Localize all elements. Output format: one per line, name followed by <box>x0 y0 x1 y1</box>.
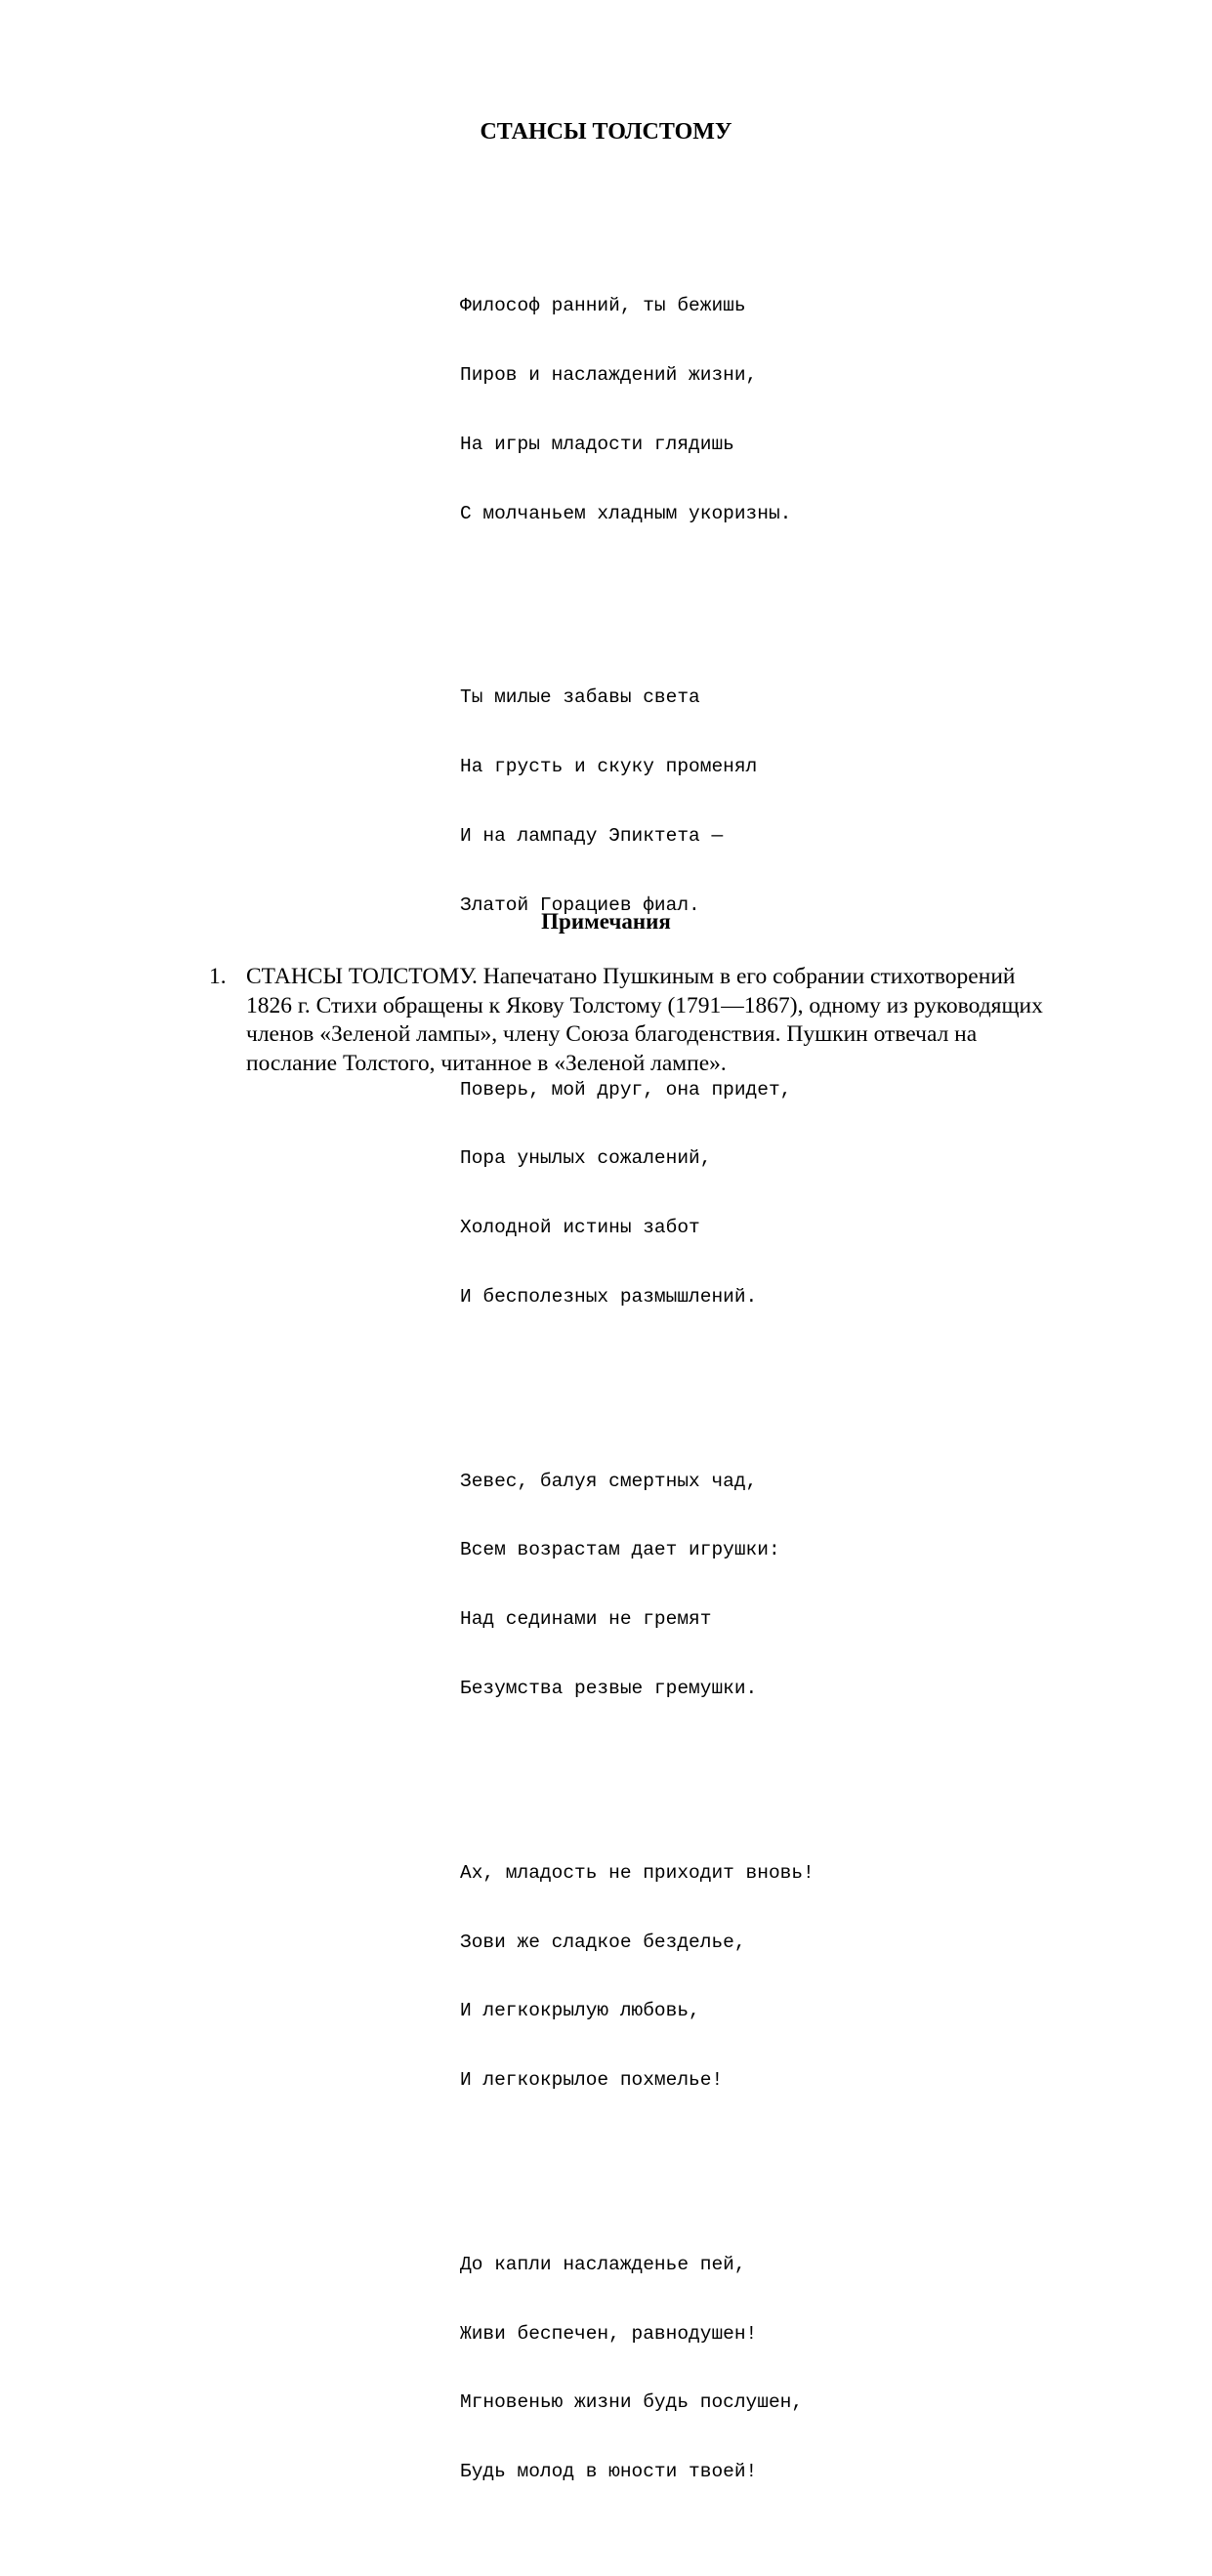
note-number: 1. <box>209 964 227 989</box>
note-item <box>209 963 1127 1078</box>
poem-line: Над сединами не гремят <box>460 1608 712 1631</box>
note-text-line: 1826 г. Стихи обращены к Якову Толстому (1791—1867), одному из руководящих <box>246 992 1043 1018</box>
page-title: СТАНСЫ ТОЛСТОМУ <box>480 119 732 145</box>
poem-line: Философ ранний, ты бежишь <box>460 295 746 317</box>
notes-heading: Примечания <box>541 909 671 934</box>
poem-stanza <box>460 2208 815 2530</box>
poem-stanza <box>460 1816 815 2139</box>
poem-line: Зевес, балуя смертных чад, <box>460 1470 758 1492</box>
poem-line: Безумства резвые гремушки. <box>460 1678 758 1699</box>
poem-line: До капли наслажденье пей, <box>460 2253 746 2275</box>
poem-line: Мгновенью жизни будь послушен, <box>460 2391 804 2414</box>
poem-line: На игры младости глядишь <box>460 433 734 455</box>
poem-stanza <box>460 1424 815 1746</box>
poem-line: И легкокрылую любовь, <box>460 2000 700 2022</box>
poem-line: Ах, младость не приходит вновь! <box>460 1861 815 1884</box>
poem <box>460 203 815 2576</box>
poem-line: Ты милые забавы света <box>460 686 700 709</box>
poem-line: И бесполезных размышлений. <box>460 1285 758 1308</box>
poem-line: Златой Горациев фиал. <box>460 893 700 916</box>
poem-stanza <box>460 249 815 571</box>
poem-line: С молчаньем хладным укоризны. <box>460 502 792 524</box>
note-text-line: СТАНСЫ ТОЛСТОМУ. Напечатано Пушкиным в его собрании стихотворений <box>246 964 1016 989</box>
note-text-line: послание Толстого, читанное в «Зеленой лампе». <box>246 1050 727 1076</box>
poem-line: Холодной истины забот <box>460 1217 700 1239</box>
poem-line: И на лампаду Эпиктета — <box>460 825 724 848</box>
poem-line: Пора унылых сожалений, <box>460 1147 712 1170</box>
poem-stanza <box>460 1032 815 1354</box>
poem-line: Живи беспечен, равнодушен! <box>460 2322 758 2345</box>
poem-line: На грусть и скуку променял <box>460 756 758 778</box>
poem-line: И легкокрылое похмелье! <box>460 2069 724 2092</box>
note-text-line: членов «Зеленой лампы», члену Союза благоденствия. Пушкин отвечал на <box>246 1021 978 1047</box>
poem-line: Всем возрастам дает игрушки: <box>460 1539 780 1561</box>
notes-list <box>209 963 1127 1078</box>
poem-line: Пиров и наслаждений жизни, <box>460 364 758 387</box>
poem-line: Поверь, мой друг, она придет, <box>460 1078 792 1101</box>
poem-line: Будь молод в юности твоей! <box>460 2461 758 2483</box>
poem-line: Зови же сладкое безделье, <box>460 1931 746 1953</box>
